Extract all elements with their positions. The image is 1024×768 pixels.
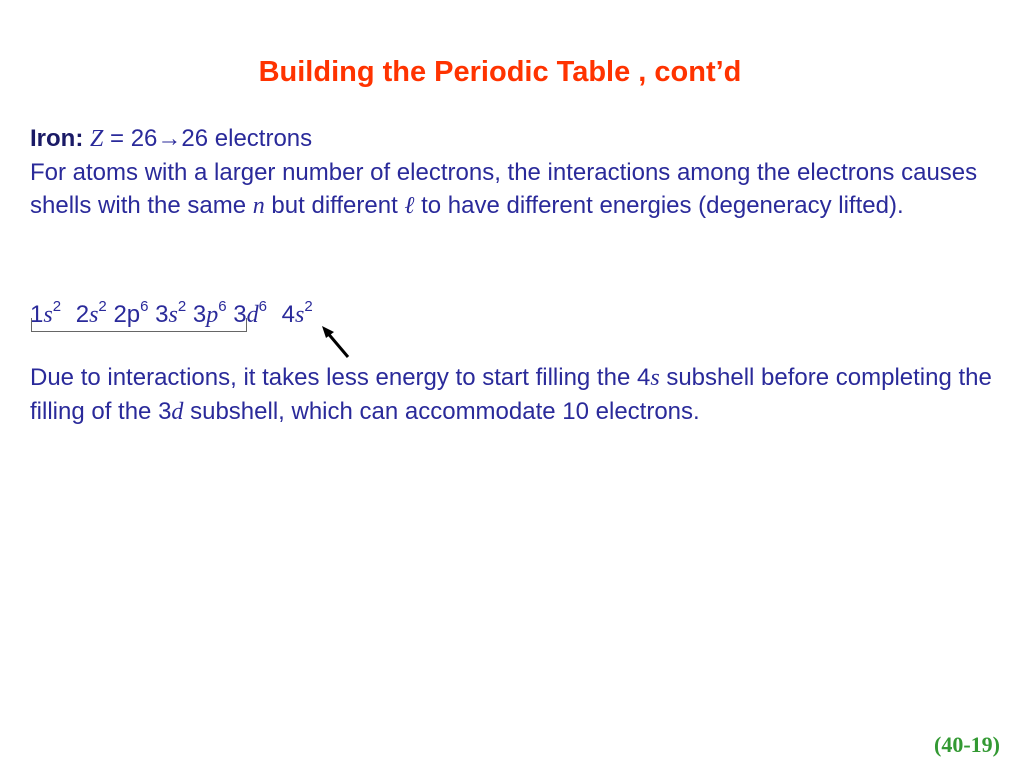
para1-text-b: but different [264,192,405,219]
config-term: $3p^6$ [192,298,227,328]
config-term-4s: $4s^2$ [281,298,313,328]
s-symbol: s [650,365,660,391]
n-symbol: n [252,193,265,219]
d-symbol: d [171,399,184,425]
iron-line [30,122,1000,156]
para2-text-b: subshell before completing the filling of the 3 [30,364,992,425]
para2-text-c: subshell, which can accommodate 10 electrons. [183,398,700,425]
config-term: $2p^6$ [113,298,149,328]
para1-text-c: to have different energies (degeneracy lifted). [414,192,904,219]
config-term: $3d^6$ [233,298,267,328]
para2-text-a: Due to interactions, it takes less energy to start filling the 4 [30,364,651,391]
config-term: $2s^2$ [75,298,107,328]
arrow-icon [316,322,356,362]
iron-equation: = 26→26 electrons [103,125,313,152]
z-symbol: Z [90,126,104,152]
slide-title: Building the Periodic Table , cont’d [258,56,742,88]
config-term: $3s^2$ [155,298,187,328]
para1-text-a: For atoms with a larger number of electrons, the interactions among the electrons causes shells with the same [30,159,978,219]
subshell-paragraph [30,361,1000,429]
l-symbol: ℓ [404,193,415,219]
iron-label: Iron: [30,125,84,152]
slide-number: (40-19) [934,732,1000,757]
argon-core-bracket [31,318,247,332]
degeneracy-paragraph [30,156,1000,223]
config-term: $1s^2$ [30,298,62,328]
